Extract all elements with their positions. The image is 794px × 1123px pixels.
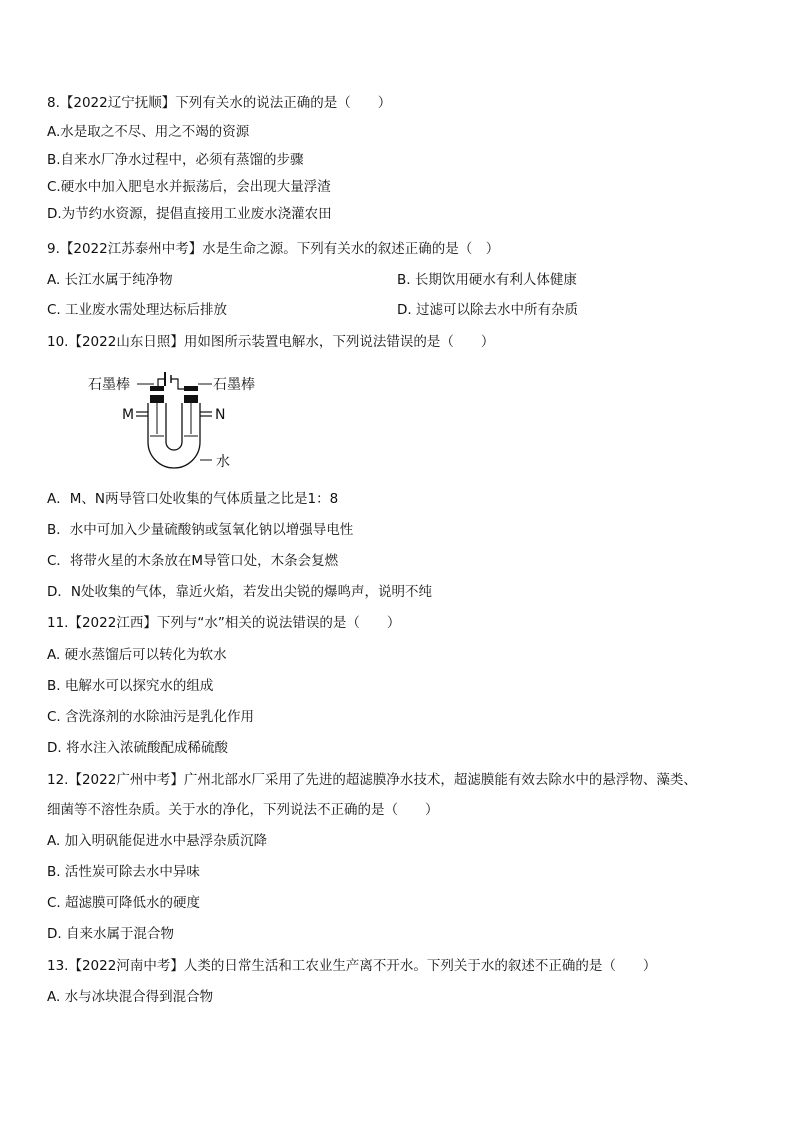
question-8-option-a: A.水是取之不尽、用之不竭的资源 — [47, 124, 250, 140]
question-9-option-a: A. 长江水属于纯净物 — [47, 272, 173, 288]
right-stopper — [184, 395, 198, 403]
right-electrode-cap — [184, 386, 198, 391]
question-10-option-d: D．N处收集的气体，靠近火焰，若发出尖锐的爆鸣声，说明不纯 — [47, 584, 432, 600]
right-electrode-label: 石墨棒 — [213, 377, 255, 393]
question-8-option-b: B.自来水厂净水过程中，必须有蒸馏的步骤 — [47, 152, 304, 168]
question-11-option-a: A. 硬水蒸馏后可以转化为软水 — [47, 647, 227, 663]
question-10-stem: 10.【2022山东日照】用如图所示装置电解水，下列说法错误的是（ ） — [47, 334, 495, 350]
question-12-option-d: D. 自来水属于混合物 — [47, 926, 174, 942]
question-8-option-c: C.硬水中加入肥皂水并振荡后，会出现大量浮渣 — [47, 179, 331, 195]
tube-n-label: N — [215, 407, 226, 423]
question-13-stem: 13.【2022河南中考】人类的日常生活和工农业生产离不开水。下列关于水的叙述不正确的是（ ） — [47, 958, 657, 974]
u-tube-outer — [148, 403, 200, 468]
question-11-option-c: C. 含洗涤剂的水除油污是乳化作用 — [47, 709, 255, 725]
question-9-option-b: B. 长期饮用硬水有利人体健康 — [397, 272, 577, 288]
tube-m-label: M — [122, 407, 135, 423]
question-12-option-b: B. 活性炭可除去水中异味 — [47, 864, 200, 880]
question-13-option-a: A. 水与冰块混合得到混合物 — [47, 989, 214, 1005]
question-12-option-a: A. 加入明矾能促进水中悬浮杂质沉降 — [47, 833, 268, 849]
question-8-option-d: D.为节约水资源，提倡直接用工业废水浇灌农田 — [47, 206, 332, 222]
question-11-stem: 11.【2022江西】下列与“水”相关的说法错误的是（ ） — [47, 615, 401, 631]
question-10-option-b: B．水中可加入少量硫酸钠或氢氧化钠以增强导电性 — [47, 522, 354, 538]
water-label: 水 — [216, 454, 230, 470]
question-11-option-d: D. 将水注入浓硫酸配成稀硫酸 — [47, 740, 228, 756]
question-9-option-c: C. 工业废水需处理达标后排放 — [47, 302, 228, 318]
left-electrode-label: 石墨棒 — [88, 377, 130, 393]
question-10-option-a: A．M、N两导管口处收集的气体质量之比是1：8 — [47, 491, 339, 507]
question-12-option-c: C. 超滤膜可降低水的硬度 — [47, 895, 201, 911]
question-9-option-d: D. 过滤可以除去水中所有杂质 — [397, 302, 578, 318]
question-8-stem: 8.【2022辽宁抚顺】下列有关水的说法正确的是（ ） — [47, 95, 392, 111]
question-12-stem-line-1: 12.【2022广州中考】广州北部水厂采用了先进的超滤膜净水技术，超滤膜能有效去除水中的悬浮物、藻类、 — [47, 772, 697, 788]
question-10-option-c: C．将带火星的木条放在M导管口处，木条会复燃 — [47, 553, 339, 569]
left-stopper — [150, 395, 164, 403]
question-9-stem: 9.【2022江苏泰州中考】水是生命之源。下列有关水的叙述正确的是（ ） — [47, 241, 500, 257]
question-11-option-b: B. 电解水可以探究水的组成 — [47, 678, 214, 694]
electrolysis-apparatus-diagram — [80, 362, 280, 477]
u-tube-inner — [166, 403, 182, 450]
left-electrode-cap — [150, 386, 164, 391]
question-12-stem-line-2: 细菌等不溶性杂质。关于水的净化，下列说法不正确的是（ ） — [47, 802, 439, 818]
